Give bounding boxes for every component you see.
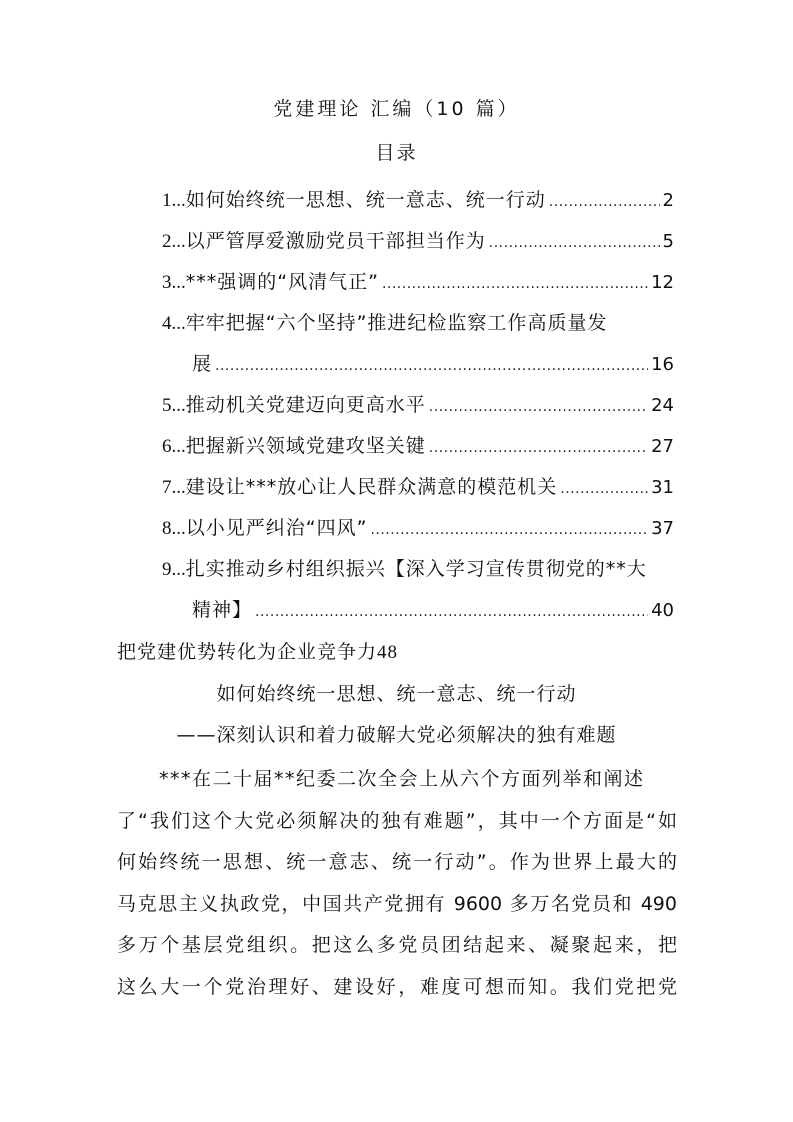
toc-dot-leader [429, 387, 648, 428]
standalone-entry-title: 把党建优势转化为企业竞争力 [117, 641, 378, 663]
toc-entry-title: ***强调的“风清气正” [185, 271, 379, 293]
toc-dot-leader [549, 182, 660, 223]
toc-dot-leader [255, 592, 648, 633]
toc-entry-title: 建设让***放心让人民群众满意的模范机关 [185, 476, 558, 498]
toc-entry-page: 37 [651, 518, 674, 539]
toc-entry-continuation[interactable] [162, 590, 674, 631]
toc-entry[interactable] [162, 180, 674, 221]
body-line: 了“我们这个大党必须解决的独有难题”，其中一个方面是“如 [117, 809, 677, 832]
toc-dot-leader [382, 264, 648, 305]
toc-entry[interactable] [162, 221, 674, 262]
toc-entry-number: 3... [162, 272, 186, 293]
toc-entry-number: 6... [162, 436, 186, 457]
toc-entry-page: 5 [662, 231, 674, 252]
toc-dot-leader [489, 223, 660, 264]
toc-entry-page: 2 [662, 190, 674, 211]
body-line: 何始终统一思想、统一意志、统一行动”。作为世界上最大的 [117, 851, 677, 874]
toc-dot-leader [560, 469, 648, 510]
toc-entry-number: 1... [162, 190, 186, 211]
toc-entry-number: 8... [162, 518, 186, 539]
body-line: 马克思主义执政党，中国共产党拥有 9600 多万名党员和 490 [117, 892, 677, 915]
toc-entry-number: 2... [162, 231, 186, 252]
toc-entry[interactable] [162, 467, 674, 508]
toc-heading: 目录 [375, 142, 418, 164]
toc-entry[interactable] [162, 426, 674, 467]
toc-standalone-entry[interactable] [117, 632, 398, 673]
toc-entry-title: 以严管厚爱激励党员干部担当作为 [185, 230, 486, 252]
article-subtitle: ——深刻认识和着力破解大党必须解决的独有难题 [176, 724, 617, 746]
toc-entry-title: 把握新兴领域党建攻坚关键 [185, 435, 426, 457]
toc-entry-title-cont: 展 [192, 353, 213, 375]
toc-entry-title: 牢牢把握“六个坚持”推进纪检监察工作高质量发 [185, 312, 608, 334]
table-of-contents [162, 180, 674, 631]
article-title: 如何始终统一思想、统一意志、统一行动 [216, 683, 577, 705]
toc-entry-number: 5... [162, 395, 186, 416]
toc-entry-title: 推动机关党建迈向更高水平 [185, 394, 426, 416]
article-body [117, 759, 677, 1009]
toc-entry-page: 12 [651, 272, 674, 293]
toc-entry-number: 9... [162, 559, 186, 580]
toc-entry[interactable] [162, 262, 674, 303]
toc-entry-title-cont: 精神】 [192, 599, 253, 621]
toc-entry-title: 如何始终统一思想、统一意志、统一行动 [185, 189, 546, 211]
standalone-entry-page: 48 [377, 642, 399, 663]
toc-dot-leader [429, 428, 648, 469]
toc-entry-number: 7... [162, 477, 186, 498]
toc-entry[interactable] [162, 549, 674, 590]
toc-entry-page: 27 [651, 436, 674, 457]
toc-entry-page: 24 [651, 395, 674, 416]
toc-entry-title: 扎实推动乡村组织振兴【深入学习宣传贯彻党的**大 [185, 558, 647, 580]
toc-dot-leader [370, 510, 648, 551]
document-title: 党建理论 汇编（10 篇） [273, 98, 520, 120]
toc-entry-page: 31 [651, 477, 674, 498]
toc-entry-page: 16 [651, 354, 674, 375]
body-line: 这么大一个党治理好、建设好，难度可想而知。我们党把党 [117, 975, 677, 998]
toc-entry[interactable] [162, 303, 674, 344]
toc-dot-leader [215, 346, 648, 387]
toc-entry-number: 4... [162, 313, 186, 334]
body-line: 多万个基层党组织。把这么多党员团结起来、凝聚起来，把 [117, 934, 677, 957]
toc-entry[interactable] [162, 508, 674, 549]
toc-entry-title: 以小见严纠治“四风” [185, 517, 368, 539]
toc-entry-page: 40 [651, 600, 674, 621]
toc-entry[interactable] [162, 385, 674, 426]
body-line: ***在二十届**纪委二次全会上从六个方面列举和阐述 [159, 768, 645, 790]
toc-entry-continuation[interactable] [162, 344, 674, 385]
